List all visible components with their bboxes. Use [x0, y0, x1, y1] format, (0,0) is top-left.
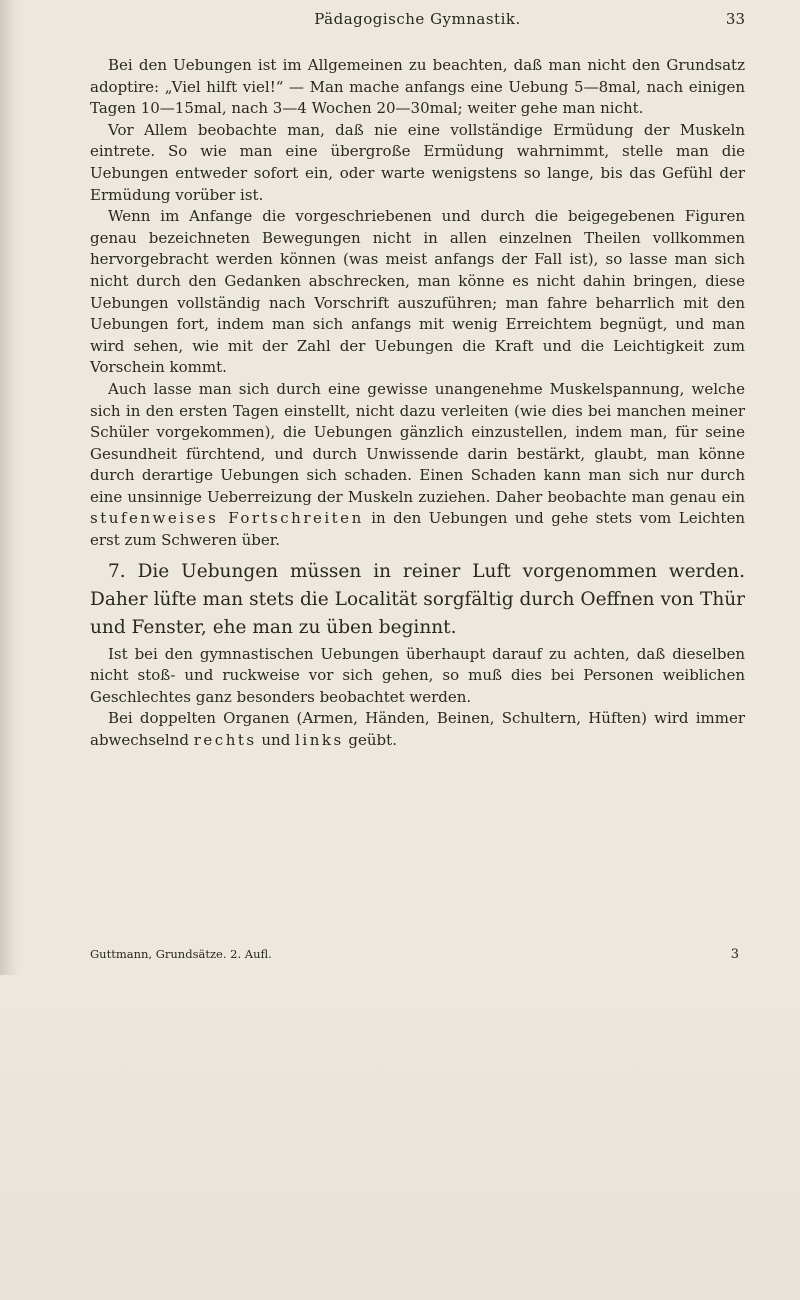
paragraph-4-before: Auch lasse man sich durch eine gewisse unangenehme Muskelspannung, welche sich in den ersten Tagen einstellt, nicht dazu verleiten (wie dies bei manchen meiner Schüler vorgekommen), die Uebungen gänzlich einzustellen, indem man, für seine Gesundheit fürchtend, und durch Unwissende darin bestärkt, glaubt, man könne durch derartige Uebungen sich schaden. Einen Schaden kann man sich nur durch eine unsinnige Ueberreizung der Muskeln zuziehen. Daher beobachte man genau ein: [90, 379, 745, 506]
paragraph-4-after: in den Uebungen und gehe stets vom Leichten erst zum Schweren über.: [90, 509, 745, 550]
paragraph-7-after: geübt.: [348, 731, 397, 750]
paragraph-6: Ist bei den gymnastischen Uebungen überhaupt darauf zu achten, daß dieselben nicht stoß- und ruckweise vor sich gehen, so muß dies bei Personen weiblichen Geschlechtes ganz besonders beobachtet werden.: [90, 644, 745, 706]
paragraph-3: Wenn im Anfange die vorgeschriebenen und durch die beigegebenen Figuren genau bezeichneten Bewegungen nicht in allen einzelnen Theilen vollkommen hervorgebracht werden können (was meist anfangs der Fall ist), so lasse man sich nicht durch den Gedanken abschrecken, man könne es nicht dahin bringen, diese Uebungen vollständig nach Vorschrift auszuführen; man fahre beharrlich mit den Uebungen fort, indem man sich anfangs mit wenig Erreichtem begnügt, und man wird sehen, wie mit der Zahl der Uebungen die Kraft und die Leichtigkeit zum Vorschein kommt.: [90, 207, 745, 377]
paragraph-2: Vor Allem beobachte man, daß nie eine vollständige Ermüdung der Muskeln eintrete. So wie man eine übergroße Ermüdung wahrnimmt, stelle man die Uebungen entweder sofort ein, oder warte wenigstens so lange, bis das Gefühl der Ermüdung vorüber ist.: [90, 120, 745, 204]
paragraph-7-middle: und: [261, 731, 291, 750]
section-heading-text: Die Uebungen müssen in reiner Luft vorgenommen werden. Daher lüfte man stets die Localität sorgfältig durch Oeffnen von Thür und Fenster, ehe man zu üben beginnt.: [90, 560, 745, 638]
footer-imprint: Guttmann, Grundsätze. 2. Aufl.: [90, 947, 272, 961]
emphasis-spaced: stufenweises Fortschreiten: [90, 509, 364, 528]
page-number: 33: [725, 10, 745, 28]
page-footer: [90, 943, 745, 963]
paragraph-4: [90, 379, 745, 552]
paragraph-7-before: Bei doppelten Organen (Armen, Händen, Beinen, Schultern, Hüften) wird immer abwechselnd: [90, 709, 745, 750]
signature-mark: 3: [730, 947, 739, 962]
emphasis-links: links: [295, 731, 344, 750]
blank-page-area: [0, 975, 800, 1300]
section-heading: [90, 558, 745, 642]
page-header: [90, 8, 745, 34]
running-title: Pädagogische Gymnastik.: [314, 10, 521, 28]
paragraph-1: Bei den Uebungen ist im Allgemeinen zu beachten, daß man nicht den Grundsatz adoptire: „Viel hilft viel!“ — Man mache anfangs eine Uebung 5—8mal, nach einigen Tagen 10—15mal, nach 3—4 Wochen 20—30mal; weiter gehe man nicht.: [90, 56, 745, 118]
section-number: 7.: [108, 560, 126, 582]
paragraph-7: [90, 708, 745, 751]
emphasis-rechts: rechts: [193, 731, 257, 750]
body-text: [90, 55, 745, 752]
